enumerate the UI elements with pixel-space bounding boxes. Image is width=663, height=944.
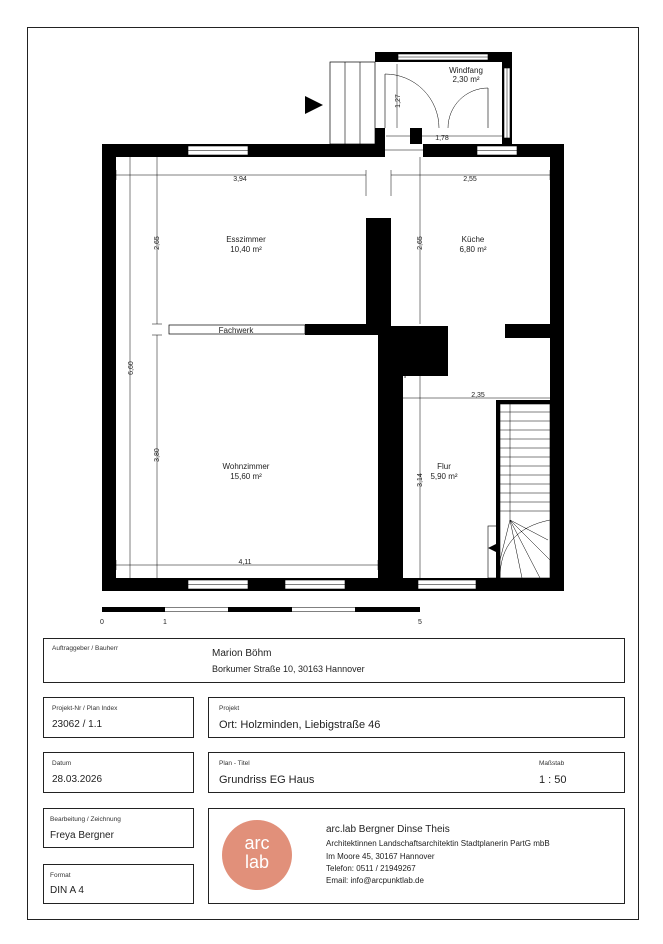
client-address: Borkumer Straße 10, 30163 Hannover [212, 664, 365, 674]
format-value: DIN A 4 [50, 885, 84, 896]
plan-title-value: Grundriss EG Haus [219, 774, 315, 786]
format-label: Format [50, 872, 71, 879]
room-esszimmer-area: 10,40 m² [230, 245, 262, 254]
dim-windfang-width: 1,78 [435, 135, 449, 142]
dim-kueche-width: 2,55 [463, 176, 477, 183]
plan-title-box [208, 752, 625, 793]
room-windfang-name: Windfang [449, 66, 483, 75]
dim-flur-depth: 3,14 [417, 473, 424, 487]
office-subtitle: Architektinnen Landschaftsarchitektin Stadtplanerin PartG mbB [326, 839, 550, 848]
office-logo [222, 820, 292, 890]
dim-esszimmer-depth: 2,65 [154, 236, 161, 250]
client-label: Auftraggeber / Bauherr [52, 645, 119, 652]
office-phone: Telefon: 0511 / 21949267 [326, 864, 416, 873]
dim-total-depth: 6,60 [128, 361, 135, 375]
drawn-by-value: Freya Bergner [50, 830, 114, 841]
scale-bar [100, 607, 422, 626]
office-street: Im Moore 45, 30167 Hannover [326, 852, 435, 861]
room-kueche-area: 6,80 m² [459, 245, 487, 254]
format-box [43, 864, 194, 904]
dimension-lines [116, 157, 550, 578]
project-box [208, 697, 625, 738]
client-box [43, 638, 625, 683]
scale-label-5: 5 [418, 619, 422, 626]
dim-esszimmer-width: 3,94 [233, 176, 247, 183]
beam-label: Fachwerk [218, 326, 254, 335]
dim-windfang-depth: 1,27 [395, 94, 402, 108]
room-windfang-area: 2,30 m² [452, 75, 480, 84]
room-wohnzimmer-area: 15,60 m² [230, 472, 262, 481]
dim-kueche-depth: 2,65 [417, 236, 424, 250]
scale-label-1: 1 [163, 619, 167, 626]
room-flur-name: Flur [437, 462, 451, 471]
project-no-value: 23062 / 1.1 [52, 719, 103, 730]
office-name: arc.lab Bergner Dinse Theis [326, 824, 450, 835]
date-label: Datum [52, 760, 72, 767]
plan-title-label: Plan - Titel [219, 760, 250, 767]
date-value: 28.03.2026 [52, 774, 103, 785]
project-value: Ort: Holzminden, Liebigstraße 46 [219, 719, 381, 731]
dim-flur-width: 2,35 [471, 392, 485, 399]
scale-label: Maßstab [539, 760, 565, 767]
client-name: Marion Böhm [212, 648, 272, 659]
date-box [43, 752, 194, 793]
room-flur-area: 5,90 m² [430, 472, 458, 481]
room-wohnzimmer-name: Wohnzimmer [222, 462, 270, 471]
dim-wohnzimmer-width: 4,11 [238, 559, 252, 566]
drawn-by-box [43, 808, 194, 848]
staircase [488, 400, 550, 578]
office-email: Email: info@arcpunktlab.de [326, 876, 424, 885]
room-esszimmer-name: Esszimmer [226, 235, 266, 244]
logo-text-top: arc [244, 833, 270, 853]
dim-wohnzimmer-depth: 3,80 [154, 448, 161, 462]
room-labels [219, 66, 487, 481]
project-label: Projekt [219, 705, 240, 712]
project-no-box [43, 697, 194, 738]
logo-text-bottom: lab [244, 852, 270, 872]
scale-value: 1 : 50 [539, 774, 567, 786]
outer-walls [102, 144, 564, 591]
project-no-label: Projekt-Nr / Plan Index [52, 705, 118, 712]
scale-label-0: 0 [100, 619, 104, 626]
room-kueche-name: Küche [461, 235, 485, 244]
drawn-by-label: Bearbeitung / Zeichnung [50, 816, 121, 823]
